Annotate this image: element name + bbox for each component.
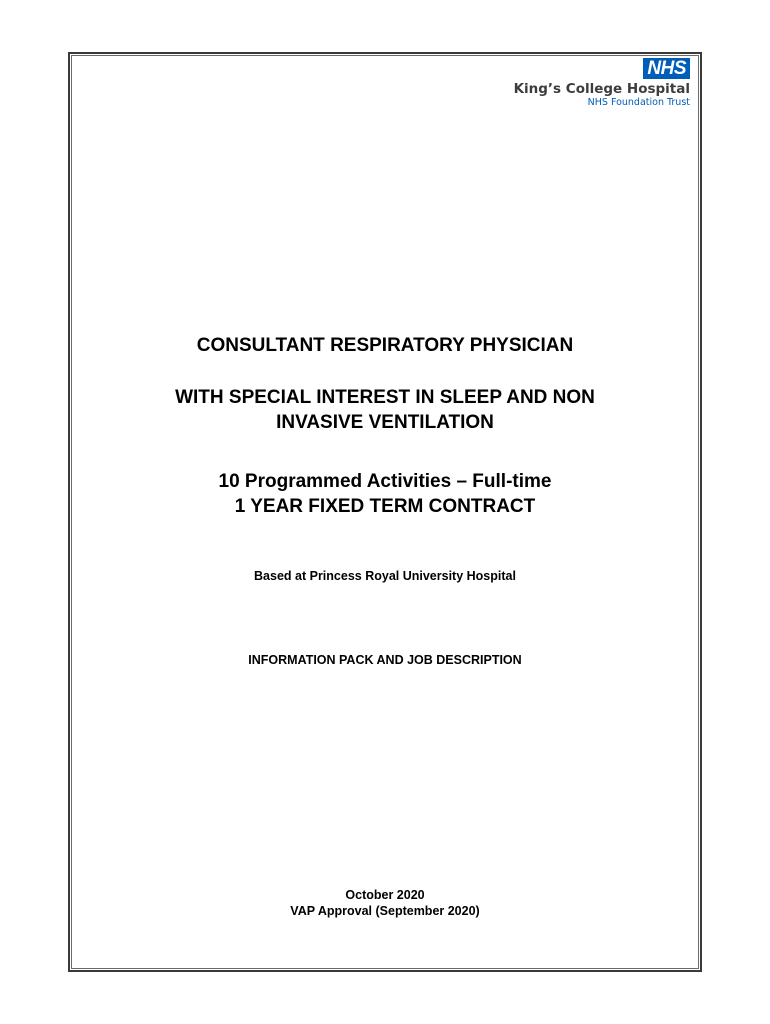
vap-approval: VAP Approval (September 2020)	[290, 904, 480, 918]
contract-term: 1 YEAR FIXED TERM CONTRACT	[234, 496, 536, 517]
document-subtitle	[70, 385, 700, 435]
nhs-kings-college-logo	[514, 58, 690, 108]
document-dates	[70, 887, 700, 919]
trust-name: NHS Foundation Trust	[587, 97, 690, 108]
location-line	[70, 568, 700, 584]
pack-label-text: INFORMATION PACK AND JOB DESCRIPTION	[248, 653, 522, 667]
document-title	[70, 334, 700, 358]
programmed-activities: 10 Programmed Activities – Full-time	[218, 471, 552, 492]
subtitle-line-1: WITH SPECIAL INTEREST IN SLEEP AND NON	[175, 387, 595, 408]
pack-label	[70, 652, 700, 668]
title-text: CONSULTANT RESPIRATORY PHYSICIAN	[196, 335, 574, 356]
subtitle-line-2: INVASIVE VENTILATION	[276, 412, 494, 433]
based-at-text: Based at Princess Royal University Hospital	[254, 569, 516, 583]
contract-details	[70, 469, 700, 519]
document-date: October 2020	[345, 888, 425, 902]
nhs-badge: NHS	[643, 58, 690, 79]
organisation-name: King’s College Hospital	[513, 81, 690, 97]
document-page	[68, 52, 702, 972]
